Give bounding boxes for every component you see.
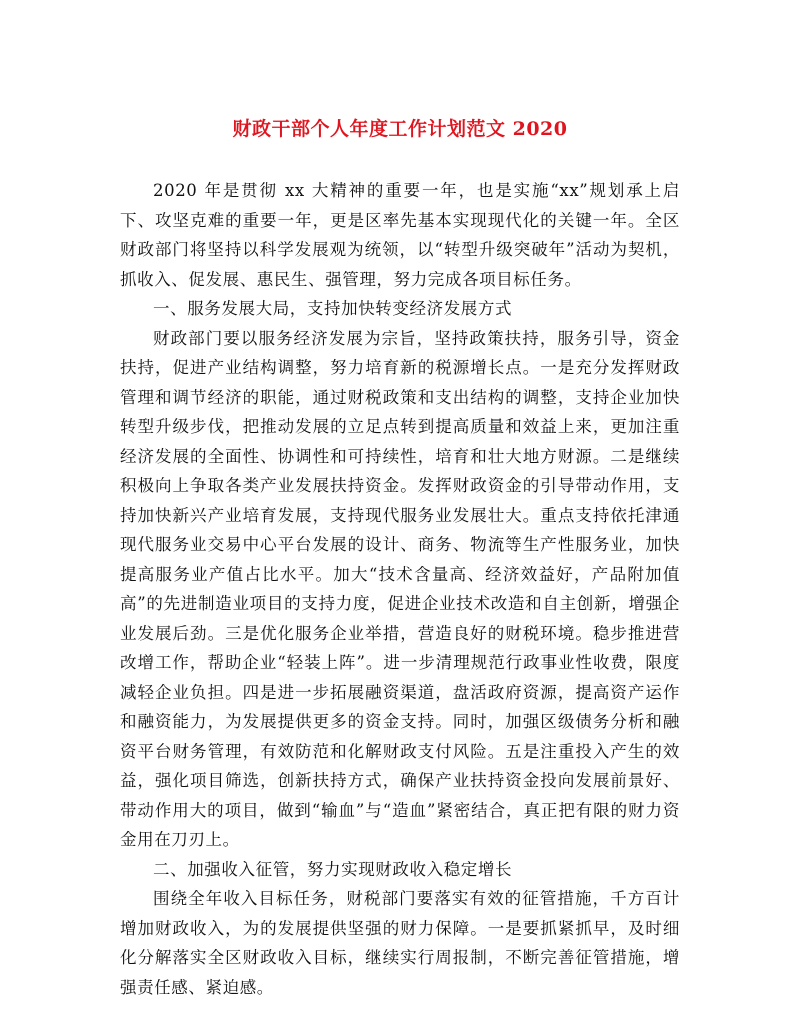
section-1-paragraph: 财政部门要以服务经济发展为宗旨，坚持政策扶持，服务引导，资金扶持，促进产业结构调整，努力培育新的税源增长点。一是充分发挥财政管理和调节经济的职能，通过财税政策和支出结构的调整，支持企业加快转型升级步伐，把推动发展的立足点转到提高质量和效益上来，更加注重经济发展的全面性、协调性和可持续性，培育和壮大地方财源。二是继续积极向上争取各类产业发展扶持资金。发挥财政资金的引导带动作用，支持加快新兴产业培育发展，支持现代服务业发展壮大。重点支持依托津通现代服务业交易中心平台发展的设计、商务、物流等生产性服务业，加快提高服务业产值占比水平。加大“技术含量高、经济效益好，产品附加值高”的先进制造业项目的支持力度，促进企业技术改造和自主创新，增强企业发展后劲。三是优化服务企业举措，营造良好的财税环境。稳步推进营改增工作，帮助企业“轻装上阵”。进一步清理规范行政事业性收费，限度减轻企业负担。四是进一步拓展融资渠道，盘活政府资源，提高资产运作和融资能力，为发展提供更多的资金支持。同时，加强区级债务分析和融资平台财务管理，有效防范和化解财政支付风险。五是注重投入产生的效益，强化项目筛选，创新扶持方式，确保产业扶持资金投向发展前景好、带动作用大的项目，做到“输血”与“造血”紧密结合，真正把有限的财力资金用在刀刃上。 xyxy=(120,328,680,849)
document-title: 财政干部个人年度工作计划范文 2020 xyxy=(232,118,568,140)
section-heading-2: 二、加强收入征管，努力实现财政收入稳定增长 xyxy=(153,859,513,879)
intro-paragraph: 2020 年是贯彻 xx 大精神的重要一年，也是实施“xx”规划承上启下、攻坚克难的重要一年，更是区率先基本实现现代化的关键一年。全区财政部门将坚持以科学发展观为统领，以“转型升级突破年”活动为契机，抓收入、促发展、惠民生、强管理，努力完成各项目标任务。 xyxy=(120,181,680,289)
document-body xyxy=(120,176,680,1002)
section-2-paragraph: 围绕全年收入目标任务，财税部门要落实有效的征管措施，千方百计增加财政收入，为的发展提供坚强的财力保障。一是要抓紧抓早，及时细化分解落实全区财政收入目标，继续实行周报制，不断完善征管措施，增强责任感、紧迫感。 xyxy=(120,889,680,997)
section-heading-1: 一、服务发展大局，支持加快转变经济发展方式 xyxy=(153,299,513,318)
